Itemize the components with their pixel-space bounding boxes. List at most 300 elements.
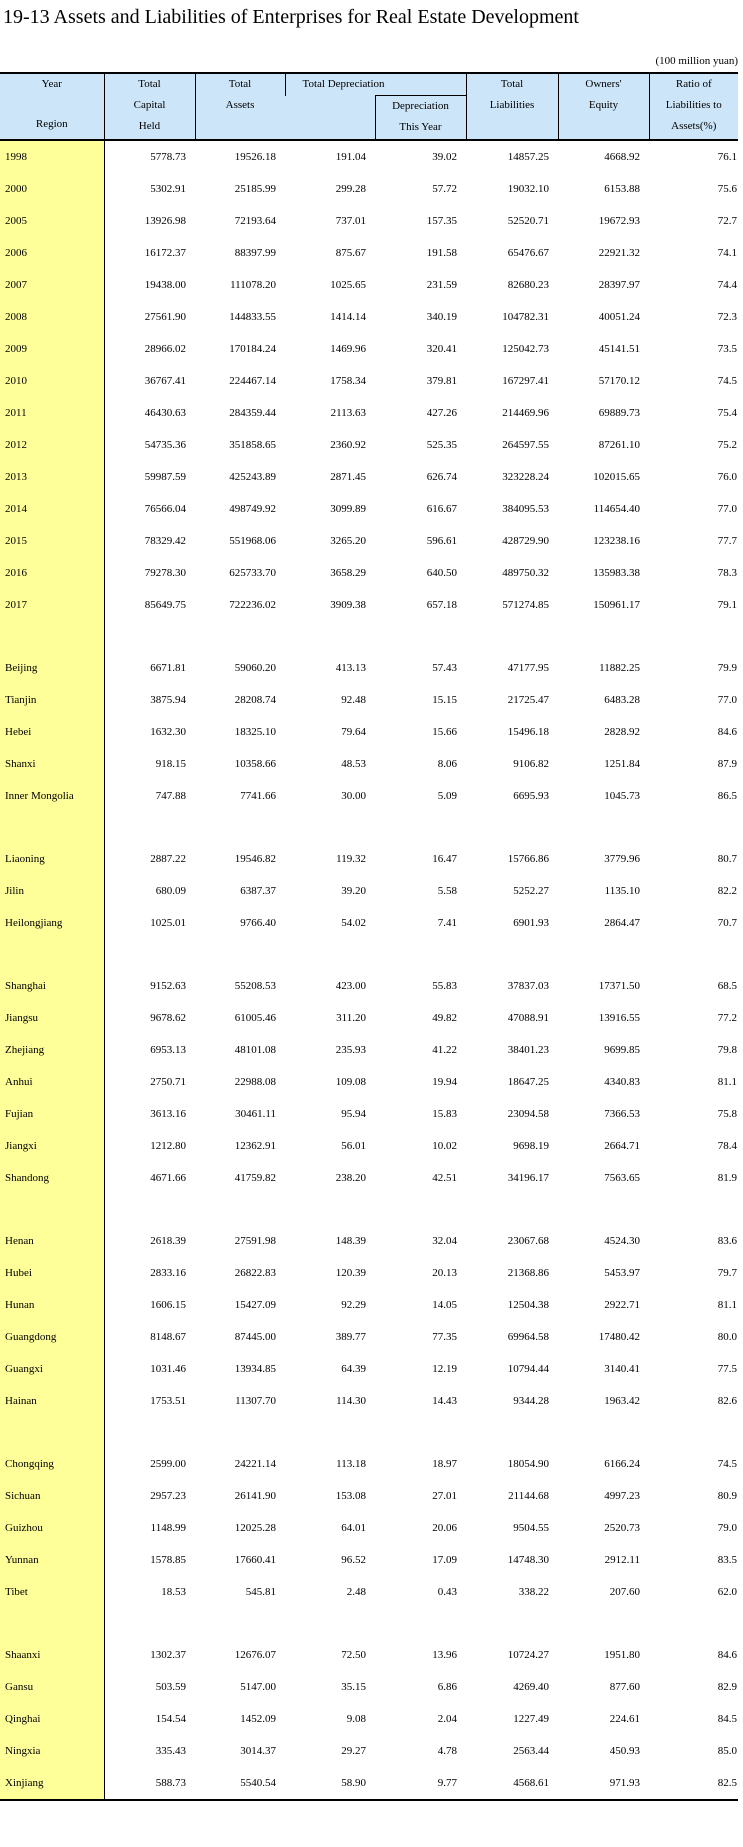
table-cell: 74.5	[717, 1458, 738, 1470]
table-cell: 77.7	[717, 535, 738, 547]
spacer-cell	[0, 939, 104, 970]
table-row	[0, 1289, 738, 1321]
row-label: 2015	[0, 525, 104, 557]
table-cell: 77.0	[717, 503, 738, 515]
table-cell: 109.08	[335, 1076, 366, 1088]
table-cell: 72.7	[717, 215, 738, 227]
table-cell: 68.5	[717, 980, 738, 992]
table-cell: 37837.03	[507, 980, 550, 992]
row-label: Hebei	[0, 716, 104, 748]
table-cell: 12.19	[432, 1363, 458, 1375]
table-row	[0, 1162, 738, 1194]
table-cell: 64.01	[341, 1522, 366, 1534]
table-cell: 10358.66	[234, 758, 276, 770]
table-cell: 22921.32	[598, 247, 641, 259]
table-cell: 596.61	[426, 535, 458, 547]
table-row	[0, 1225, 738, 1257]
table-row	[0, 589, 738, 621]
table-cell: 10794.44	[507, 1363, 550, 1375]
spacer-cell	[195, 1194, 285, 1225]
table-cell: 971.93	[558, 1767, 649, 1800]
row-label: 2000	[0, 173, 104, 205]
table-cell: 102015.65	[593, 471, 641, 483]
table-cell: 72.3	[717, 311, 738, 323]
table-cell: 47088.91	[507, 1012, 550, 1024]
spacer-cell	[558, 939, 649, 970]
table-cell: 450.93	[609, 1745, 641, 1757]
row-label: Inner Mongolia	[0, 780, 104, 812]
table-cell: 14748.30	[507, 1554, 550, 1566]
table-cell: 264597.55	[502, 439, 550, 451]
row-label: Yunnan	[0, 1544, 104, 1576]
table-cell: 25185.99	[234, 183, 276, 195]
header-equity: Owners' Equity	[558, 73, 649, 140]
spacer-row	[0, 1608, 738, 1639]
table-row	[0, 493, 738, 525]
table-row	[0, 1544, 738, 1576]
spacer-cell	[0, 1194, 104, 1225]
table-cell: 79.7	[717, 1267, 738, 1279]
table-cell: 27591.98	[234, 1235, 276, 1247]
table-cell: 3265.20	[330, 535, 366, 547]
table-cell: 57.43	[432, 662, 458, 674]
table-row	[0, 429, 738, 461]
table-row	[0, 1034, 738, 1066]
row-label: Liaoning	[0, 843, 104, 875]
spacer-cell	[285, 1417, 375, 1448]
table-cell: 19526.18	[234, 151, 276, 163]
table-cell: 3875.94	[150, 694, 186, 706]
row-label: Xinjiang	[0, 1767, 104, 1800]
table-cell: 1025.01	[150, 917, 186, 929]
table-cell: 680.09	[155, 885, 186, 897]
table-cell: 125042.73	[502, 343, 550, 355]
spacer-cell	[558, 1417, 649, 1448]
table-cell: 48101.08	[234, 1044, 276, 1056]
table-cell: 3140.41	[604, 1363, 641, 1375]
table-row	[0, 237, 738, 269]
table-cell: 1963.42	[604, 1395, 641, 1407]
row-label: Tibet	[0, 1576, 104, 1608]
table-cell: 16.47	[432, 853, 458, 865]
table-cell: 59060.20	[234, 662, 276, 674]
table-cell: 23094.58	[507, 1108, 550, 1120]
table-cell: 62.0	[717, 1586, 738, 1598]
table-cell: 722236.02	[229, 599, 276, 611]
table-row	[0, 1002, 738, 1034]
unit-label: (100 million yuan)	[655, 55, 738, 67]
table-cell: 1753.51	[150, 1395, 186, 1407]
table-row	[0, 843, 738, 875]
table-row	[0, 684, 738, 716]
table-cell: 1758.34	[330, 375, 366, 387]
table-cell: 81.1	[717, 1299, 738, 1311]
table-cell: 77.35	[432, 1331, 458, 1343]
table-cell: 16172.37	[144, 247, 186, 259]
spacer-cell	[375, 621, 466, 652]
row-label: Chongqing	[0, 1448, 104, 1480]
table-cell: 95.94	[341, 1108, 366, 1120]
spacer-row	[0, 621, 738, 652]
spacer-cell	[285, 1194, 375, 1225]
spacer-cell	[0, 1608, 104, 1639]
table-cell: 747.88	[155, 790, 186, 802]
table-row	[0, 1130, 738, 1162]
table-cell: 15.15	[432, 694, 458, 706]
table-cell: 6153.88	[604, 183, 641, 195]
spacer-cell	[375, 1608, 466, 1639]
table-row	[0, 1703, 738, 1735]
table-cell: 72193.64	[234, 215, 276, 227]
table-row	[0, 748, 738, 780]
table-cell: 74.5	[717, 375, 738, 387]
header-capital: Total Capital Held	[104, 73, 195, 140]
table-cell: 2828.92	[604, 726, 641, 738]
table-cell: 13934.85	[234, 1363, 276, 1375]
row-label: Shanghai	[0, 970, 104, 1002]
table-cell: 2864.47	[604, 917, 641, 929]
table-cell: 64.39	[341, 1363, 366, 1375]
table-cell: 21144.68	[508, 1490, 550, 1502]
table-cell: 46430.63	[144, 407, 186, 419]
table-cell: 49.82	[432, 1012, 458, 1024]
table-cell: 9678.62	[150, 1012, 186, 1024]
table-row	[0, 365, 738, 397]
spacer-cell	[558, 1194, 649, 1225]
header-depreciation: Total Depreciation	[285, 73, 466, 96]
table-cell: 4340.83	[604, 1076, 641, 1088]
table-cell: 56.01	[341, 1140, 366, 1152]
table-cell: 45141.51	[598, 343, 641, 355]
table-cell: 877.60	[609, 1681, 641, 1693]
table-cell: 27.01	[432, 1490, 458, 1502]
table-cell: 87.9	[717, 758, 738, 770]
spacer-cell	[195, 939, 285, 970]
table-cell: 32.04	[432, 1235, 458, 1247]
table-cell: 389.77	[335, 1331, 366, 1343]
table-row	[0, 1639, 738, 1671]
table-cell: 76.1	[717, 151, 738, 163]
table-cell: 2520.73	[604, 1522, 641, 1534]
spacer-cell	[375, 1417, 466, 1448]
table-cell: 42.51	[432, 1172, 458, 1184]
table-cell: 1227.49	[513, 1713, 550, 1725]
table-cell: 35.15	[341, 1681, 366, 1693]
spacer-cell	[285, 812, 375, 843]
table-cell: 9698.19	[513, 1140, 550, 1152]
table-cell: 47177.95	[507, 662, 550, 674]
table-row	[0, 1671, 738, 1703]
table-cell: 79.1	[717, 599, 738, 611]
spacer-row	[0, 1417, 738, 1448]
table-cell: 85649.75	[144, 599, 186, 611]
spacer-cell	[104, 621, 195, 652]
table-cell: 8.06	[437, 758, 458, 770]
header-year-region	[0, 73, 104, 140]
table-cell: 1148.99	[150, 1522, 186, 1534]
table-cell: 48.53	[341, 758, 366, 770]
row-label: 2016	[0, 557, 104, 589]
table-body	[0, 140, 738, 1800]
table-cell: 425243.89	[229, 471, 276, 483]
table-cell: 28208.74	[234, 694, 276, 706]
table-cell: 81.1	[717, 1076, 738, 1088]
row-label: Beijing	[0, 652, 104, 684]
table-cell: 15.83	[432, 1108, 458, 1120]
row-label: Qinghai	[0, 1703, 104, 1735]
spacer-cell	[0, 1417, 104, 1448]
table-cell: 1414.14	[330, 311, 366, 323]
table-cell: 428729.90	[502, 535, 550, 547]
table-cell: 83.6	[717, 1235, 738, 1247]
table-cell: 75.8	[717, 1108, 738, 1120]
table-cell: 119.32	[336, 853, 366, 865]
table-cell: 5302.91	[150, 183, 186, 195]
spacer-cell	[466, 812, 558, 843]
table-cell: 545.81	[245, 1586, 276, 1598]
table-cell: 61005.46	[234, 1012, 276, 1024]
table-cell: 88397.99	[234, 247, 276, 259]
spacer-cell	[285, 1608, 375, 1639]
row-label: 2005	[0, 205, 104, 237]
table-cell: 323228.24	[502, 471, 550, 483]
table-cell: 167297.41	[502, 375, 550, 387]
table-cell: 588.73	[104, 1767, 195, 1800]
table-cell: 19672.93	[598, 215, 641, 227]
table-row	[0, 461, 738, 493]
spacer-cell	[375, 939, 466, 970]
table-cell: 1606.15	[150, 1299, 186, 1311]
table-cell: 12362.91	[234, 1140, 276, 1152]
row-label: Fujian	[0, 1098, 104, 1130]
table-cell: 65476.67	[507, 247, 550, 259]
table-cell: 19546.82	[234, 853, 276, 865]
table-cell: 427.26	[426, 407, 458, 419]
row-label: Tianjin	[0, 684, 104, 716]
table-row	[0, 1353, 738, 1385]
table-cell: 22988.08	[234, 1076, 276, 1088]
table-row	[0, 333, 738, 365]
row-label: 2006	[0, 237, 104, 269]
row-label: 2017	[0, 589, 104, 621]
table-cell: 489750.32	[502, 567, 550, 579]
table-cell: 7563.65	[604, 1172, 641, 1184]
table-cell: 135983.38	[593, 567, 641, 579]
table-cell: 13916.55	[598, 1012, 641, 1024]
spacer-cell	[649, 1608, 738, 1639]
row-label: 2012	[0, 429, 104, 461]
table-cell: 384095.53	[502, 503, 550, 515]
table-cell: 335.43	[155, 1745, 186, 1757]
table-cell: 41.22	[432, 1044, 458, 1056]
spacer-cell	[104, 1194, 195, 1225]
table-cell: 87261.10	[598, 439, 641, 451]
table-cell: 52520.71	[507, 215, 550, 227]
table-cell: 320.41	[426, 343, 458, 355]
table-cell: 918.15	[155, 758, 186, 770]
table-row	[0, 269, 738, 301]
table-cell: 626.74	[426, 471, 458, 483]
table-cell: 1302.37	[150, 1649, 186, 1661]
table-row	[0, 173, 738, 205]
table-cell: 4671.66	[150, 1172, 186, 1184]
table-cell: 82.2	[717, 885, 738, 897]
table-cell: 40051.24	[598, 311, 641, 323]
table-cell: 14857.25	[507, 151, 550, 163]
table-cell: 6166.24	[604, 1458, 641, 1470]
spacer-cell	[649, 1194, 738, 1225]
row-label: Guangdong	[0, 1321, 104, 1353]
table-row	[0, 780, 738, 812]
table-cell: 338.22	[518, 1586, 550, 1598]
table-cell: 9504.55	[513, 1522, 550, 1534]
table-cell: 9344.28	[513, 1395, 550, 1407]
header-depr-spacer	[285, 96, 375, 141]
table-cell: 69889.73	[598, 407, 641, 419]
table-cell: 3613.16	[150, 1108, 186, 1120]
table-cell: 41759.82	[234, 1172, 276, 1184]
table-cell: 2360.92	[330, 439, 366, 451]
row-label: Zhejiang	[0, 1034, 104, 1066]
table-cell: 10724.27	[507, 1649, 550, 1661]
spacer-cell	[558, 812, 649, 843]
table-cell: 114654.40	[593, 503, 641, 515]
spacer-cell	[195, 621, 285, 652]
table-cell: 86.5	[717, 790, 738, 802]
table-cell: 144833.55	[229, 311, 276, 323]
table-cell: 4668.92	[604, 151, 641, 163]
spacer-cell	[466, 1417, 558, 1448]
table-cell: 5778.73	[150, 151, 186, 163]
table-cell: 6483.28	[604, 694, 641, 706]
table-cell: 191.04	[335, 151, 366, 163]
table-cell: 7366.53	[604, 1108, 641, 1120]
table-cell: 9.77	[375, 1767, 466, 1800]
table-row	[0, 1512, 738, 1544]
row-label: Jiangsu	[0, 1002, 104, 1034]
spacer-cell	[195, 812, 285, 843]
table-cell: 238.20	[335, 1172, 366, 1184]
table-cell: 6.86	[437, 1681, 458, 1693]
spacer-cell	[649, 1417, 738, 1448]
spacer-cell	[649, 812, 738, 843]
table-cell: 76.0	[717, 471, 738, 483]
table-cell: 85.0	[717, 1745, 738, 1757]
table-cell: 5.58	[437, 885, 458, 897]
table-row	[0, 1480, 738, 1512]
table-row	[0, 205, 738, 237]
row-label: Shanxi	[0, 748, 104, 780]
table-cell: 1951.80	[604, 1649, 641, 1661]
table-cell: 9766.40	[240, 917, 276, 929]
table-cell: 84.5	[717, 1713, 738, 1725]
table-cell: 224.61	[609, 1713, 641, 1725]
table-cell: 6901.93	[513, 917, 550, 929]
table-cell: 640.50	[426, 567, 458, 579]
table-cell: 70.7	[717, 917, 738, 929]
table-cell: 3658.29	[330, 567, 366, 579]
table-cell: 235.93	[335, 1044, 366, 1056]
table-cell: 5252.27	[513, 885, 550, 897]
table-cell: 2599.00	[150, 1458, 186, 1470]
table-row	[0, 1576, 738, 1608]
spacer-cell	[649, 939, 738, 970]
table-cell: 79.64	[341, 726, 366, 738]
page-title: 19-13 Assets and Liabilities of Enterprises for Real Estate Development	[3, 6, 579, 28]
row-label: Guizhou	[0, 1512, 104, 1544]
table-cell: 4.78	[437, 1745, 458, 1757]
spacer-cell	[0, 812, 104, 843]
table-cell: 28966.02	[144, 343, 186, 355]
header-depr-year: Depreciation This Year	[375, 96, 466, 141]
table-cell: 379.81	[426, 375, 458, 387]
spacer-cell	[104, 812, 195, 843]
table-cell: 13.96	[432, 1649, 458, 1661]
table-cell: 214469.96	[502, 407, 550, 419]
table-cell: 111078.20	[230, 279, 276, 291]
table-row	[0, 1767, 738, 1800]
table-cell: 5453.97	[604, 1267, 641, 1279]
table-cell: 340.19	[426, 311, 458, 323]
row-label: Anhui	[0, 1066, 104, 1098]
table-cell: 2912.11	[604, 1554, 641, 1566]
table-cell: 6671.81	[150, 662, 186, 674]
table-row	[0, 1066, 738, 1098]
spacer-cell	[375, 1194, 466, 1225]
table-cell: 9.08	[346, 1713, 366, 1725]
table-cell: 92.29	[341, 1299, 366, 1311]
table-cell: 9106.82	[513, 758, 550, 770]
table-cell: 83.5	[717, 1554, 738, 1566]
table-cell: 231.59	[426, 279, 458, 291]
table-cell: 84.6	[717, 726, 738, 738]
header-year: Year	[41, 78, 62, 90]
table-cell: 77.0	[717, 694, 738, 706]
table-cell: 82680.23	[507, 279, 550, 291]
table-cell: 5.09	[437, 790, 458, 802]
table-row	[0, 1257, 738, 1289]
table-cell: 657.18	[426, 599, 458, 611]
table-cell: 18647.25	[507, 1076, 550, 1088]
table-cell: 29.27	[341, 1745, 366, 1757]
table-cell: 96.52	[341, 1554, 366, 1566]
table-cell: 18325.10	[234, 726, 276, 738]
table-cell: 54735.36	[144, 439, 186, 451]
spacer-row	[0, 1194, 738, 1225]
table-cell: 4568.61	[466, 1767, 558, 1800]
table-cell: 351858.65	[229, 439, 276, 451]
row-label: Heilongjiang	[0, 907, 104, 939]
table-cell: 10.02	[432, 1140, 458, 1152]
row-label: 2007	[0, 269, 104, 301]
header-region: Region	[35, 118, 68, 130]
table-cell: 18.97	[432, 1458, 458, 1470]
table-cell: 58.90	[285, 1767, 375, 1800]
spacer-cell	[195, 1608, 285, 1639]
spacer-cell	[466, 1608, 558, 1639]
table-cell: 18.53	[161, 1586, 186, 1598]
table-row	[0, 875, 738, 907]
table-cell: 2563.44	[513, 1745, 550, 1757]
table-cell: 4524.30	[604, 1235, 641, 1247]
table-cell: 0.43	[437, 1586, 458, 1598]
table-cell: 148.39	[335, 1235, 366, 1247]
table-cell: 78.3	[717, 567, 738, 579]
table-row	[0, 557, 738, 589]
table-cell: 74.1	[717, 247, 738, 259]
table-cell: 12504.38	[507, 1299, 550, 1311]
spacer-cell	[0, 621, 104, 652]
